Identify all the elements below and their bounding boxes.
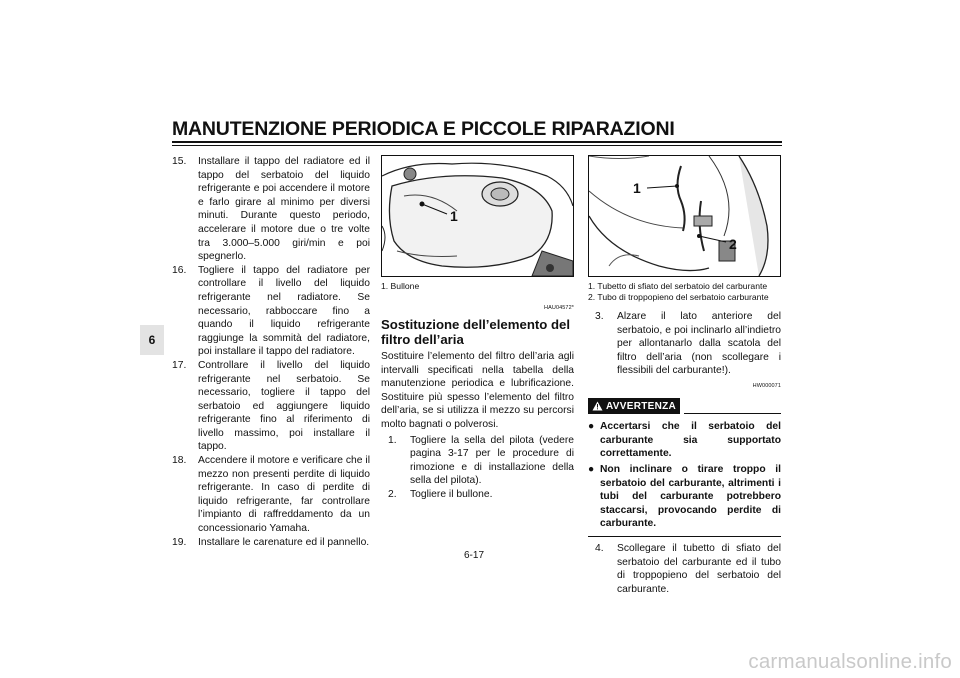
section-intro: Sostituire l’elemento del filtro dell’aria agli intervalli specificati nella tabella della manutenzione periodica e lubrificazione. Sostituire più spesso l’elemento del filtro dell’aria, se si utilizza il mezzo su percorsi molto bagnati o polverosi. bbox=[381, 351, 574, 431]
page-title: MANUTENZIONE PERIODICA E PICCOLE RIPARAZIONI bbox=[172, 118, 675, 140]
column-3 bbox=[588, 155, 781, 596]
bullet-icon: ● bbox=[588, 463, 595, 475]
caption-2: 2. Tubo di troppopieno del serbatoio carburante bbox=[588, 291, 769, 302]
warning-rule bbox=[684, 413, 781, 414]
step-number: 17. bbox=[172, 359, 187, 371]
step-15 bbox=[172, 155, 370, 264]
step-number: 3. bbox=[595, 311, 604, 322]
caption-1: 1. Tubetto di sfiato del serbatoio del carburante bbox=[588, 281, 768, 291]
step-text: Scollegare il tubetto di sfiato del serbatoio del carburante ed il tubo di troppopieno del serbatoio del carburante. bbox=[617, 542, 781, 595]
warning-body bbox=[588, 420, 781, 531]
fuel-hoses-illustration bbox=[589, 156, 780, 276]
step-text: Alzare il lato anteriore del serbatoio, e poi inclinarlo all’indietro per allontanarlo dalla scatola del filtro dell’aria (non scollegare i flessibili del carburante!). bbox=[617, 311, 781, 377]
figure-caption: 1. Bullone bbox=[381, 281, 420, 291]
figure-captions bbox=[588, 281, 781, 302]
step-1 bbox=[388, 434, 574, 488]
warning-triangle-icon bbox=[592, 401, 603, 411]
step-16 bbox=[172, 264, 370, 359]
step-4 bbox=[595, 542, 781, 596]
warning-label bbox=[588, 398, 680, 415]
chapter-tab: 6 bbox=[140, 325, 164, 355]
warning-code: HW000071 bbox=[752, 382, 781, 389]
column-2 bbox=[381, 155, 574, 502]
warning-end-rule bbox=[588, 536, 781, 537]
step-number: 1. bbox=[388, 434, 397, 446]
column-1 bbox=[172, 155, 370, 549]
warning-label-text: AVVERTENZA bbox=[606, 400, 677, 412]
title-rule bbox=[172, 141, 782, 143]
bullet-icon: ● bbox=[588, 421, 595, 433]
step-number: 16. bbox=[172, 264, 187, 276]
step-number: 19. bbox=[172, 536, 187, 548]
warning-item-text: Accertarsi che il serbatoio del carburante sia supportato correttamente. bbox=[600, 421, 781, 460]
warning-box bbox=[588, 398, 781, 537]
figure-callout: 1 bbox=[450, 208, 458, 224]
step-text: Controllare il livello del liquido refrigerante nel serbatoio. Se necessario, togliere il tappo del serbatoio ed aggiungere liquido refrigerante fino al riferimento di livello massimo, poi installare il tappo. bbox=[198, 359, 370, 453]
page-number: 6-17 bbox=[464, 550, 485, 561]
section-code: HAU04572* bbox=[544, 304, 574, 311]
figure-fuel-hoses bbox=[588, 155, 781, 277]
step-text: Accendere il motore e verificare che il mezzo non presenti perdite di liquido refrigerante. In caso di perdite di liquido refrigerante, far controllare l’impianto di raffreddamento da un concessionario Yamaha. bbox=[198, 455, 370, 535]
title-rule-thin bbox=[172, 145, 782, 146]
step-number: 18. bbox=[172, 455, 187, 467]
warning-item bbox=[588, 420, 781, 461]
step-2 bbox=[388, 488, 574, 502]
figure-callout-1: 1 bbox=[633, 180, 641, 196]
section-heading: Sostituzione dell’elemento del filtro dell’aria bbox=[381, 317, 571, 348]
figure-fuel-tank-bolt bbox=[381, 155, 574, 277]
step-text: Installare il tappo del radiatore ed il tappo del serbatoio del liquido refrigerante e poi accendere il motore e farlo girare al minimo per diversi minuti. Durante questo periodo, accelerare il motore due o tre volte tra 3.000–5.000 giri/min e poi spegnerlo. bbox=[198, 156, 370, 263]
warning-item bbox=[588, 463, 781, 531]
step-number: 4. bbox=[595, 542, 604, 554]
warning-header bbox=[588, 398, 781, 415]
step-18 bbox=[172, 454, 370, 536]
step-text: Togliere il bullone. bbox=[410, 489, 493, 501]
step-19 bbox=[172, 536, 370, 550]
step-number: 2. bbox=[388, 489, 397, 501]
fuel-tank-illustration bbox=[382, 156, 573, 276]
warning-item-text: Non inclinare o tirare troppo il serbatoio del carburante, altrimenti i tubi del carburante potrebbero staccarsi, provocando perdite di carburante. bbox=[600, 463, 781, 530]
figure-callout-2: 2 bbox=[729, 236, 737, 252]
step-3 bbox=[595, 310, 781, 378]
step-number: 15. bbox=[172, 156, 187, 167]
step-text: Installare le carenature ed il pannello. bbox=[198, 536, 370, 548]
watermark: carmanualsonline.info bbox=[748, 650, 952, 673]
step-text: Togliere la sella del pilota (vedere pagina 3-17 per le procedure di rimozione e di installazione della sella del pilota). bbox=[410, 434, 574, 487]
step-17 bbox=[172, 359, 370, 454]
step-text: Togliere il tappo del radiatore per controllare il livello del liquido refrigerante nel radiatore. Se necessario, rabboccare fino a quando il liquido refrigerante raggiunge la sommità del radiatore, poi installare il tappo del radiatore. bbox=[198, 264, 370, 358]
